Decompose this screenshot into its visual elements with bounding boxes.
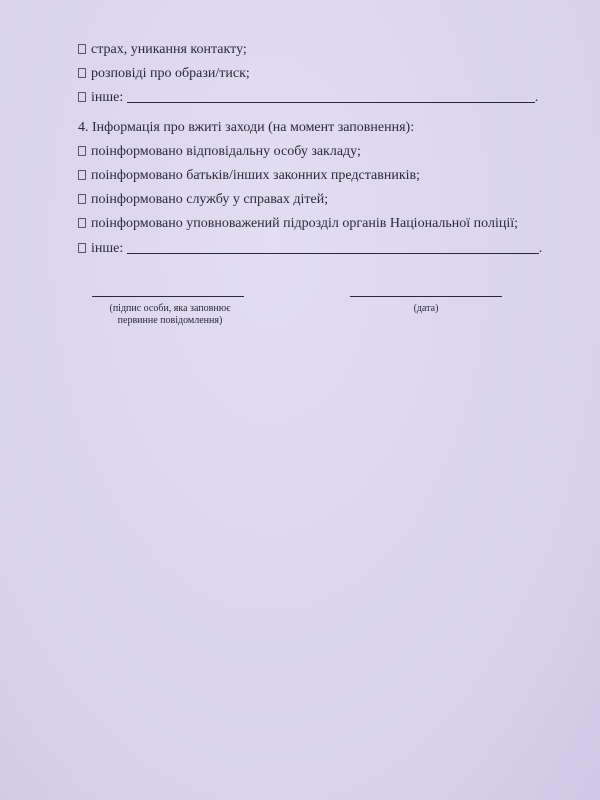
option-label: поінформовано уповноважений підрозділ органів Національної поліції; <box>91 216 518 231</box>
option-label: поінформовано відповідальну особу закладу; <box>91 144 361 159</box>
option-insults <box>78 66 250 82</box>
date-line[interactable] <box>350 296 502 297</box>
signature-caption-line-1: (підпис особи, яка заповнює <box>109 303 231 314</box>
section-4-heading: 4. Інформація про вжиті заходи (на момент заповнення): <box>78 120 415 135</box>
line-end-period: . <box>534 90 539 105</box>
checkbox[interactable] <box>78 44 86 54</box>
option-other-2 <box>78 241 542 257</box>
option-informed-child-service <box>78 192 328 208</box>
option-informed-parents <box>78 168 420 184</box>
option-label: розповіді про образи/тиск; <box>91 66 250 81</box>
option-informed-police <box>78 216 518 232</box>
option-label: страх, уникання контакту; <box>91 42 247 57</box>
checkbox[interactable] <box>78 68 86 78</box>
other-fill-line[interactable] <box>127 241 539 254</box>
signature-caption-line-2: первинне повідомлення) <box>117 315 223 326</box>
checkbox[interactable] <box>78 92 86 102</box>
date-caption: (дата) <box>413 303 439 314</box>
option-other-1 <box>78 90 538 106</box>
option-label: інше: <box>91 241 124 256</box>
checkbox[interactable] <box>78 170 86 180</box>
signature-caption <box>72 303 268 327</box>
option-label: поінформовано службу у справах дітей; <box>91 192 329 207</box>
checkbox[interactable] <box>78 243 86 253</box>
checkbox[interactable] <box>78 218 86 228</box>
option-label: інше: <box>91 90 124 105</box>
option-label: поінформовано батьків/інших законних представників; <box>91 168 421 183</box>
signature-line[interactable] <box>92 296 244 297</box>
option-informed-responsible <box>78 144 361 160</box>
checkbox[interactable] <box>78 146 86 156</box>
option-fear <box>78 42 247 58</box>
line-end-period: . <box>538 241 543 256</box>
other-fill-line[interactable] <box>127 90 535 103</box>
checkbox[interactable] <box>78 194 86 204</box>
